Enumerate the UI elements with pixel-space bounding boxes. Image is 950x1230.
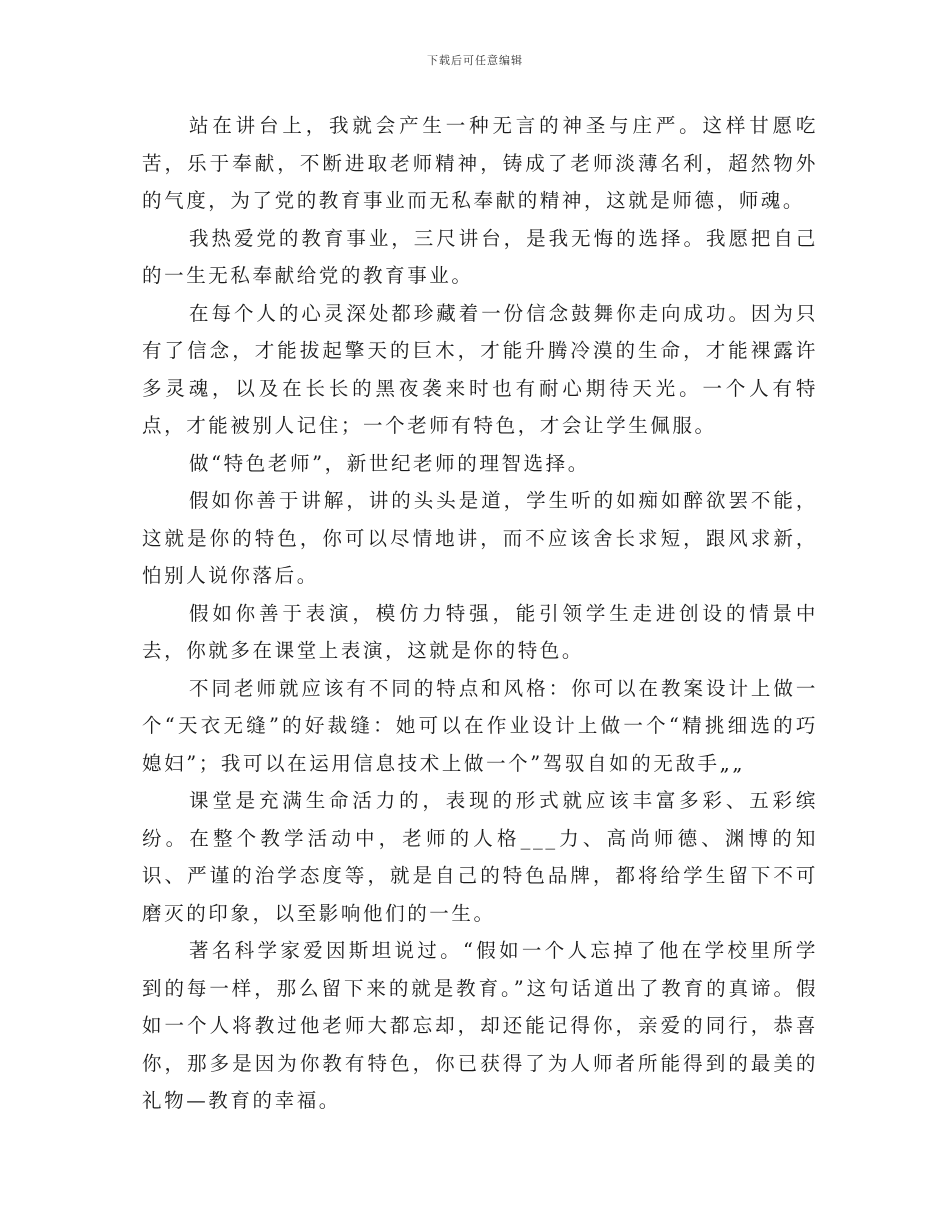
paragraph-good-at-acting: 假如你善于表演，模仿力特强，能引领学生走进创设的情景中去，你就多在课堂上表演，这就是你的特色。 <box>142 601 818 662</box>
paragraph-different-styles: 不同老师就应该有不同的特点和风格：你可以在教案设计上做一个“天衣无缝”的好裁缝：她可以在作业设计上做一个“精挑细选的巧媳妇”；我可以在运用信息技术上做一个”驾驭自如的无敌手„„ <box>142 676 818 775</box>
paragraph-featured-teacher: 做“特色老师”，新世纪老师的理智选择。 <box>189 451 590 475</box>
page-header-note: 下载后可任意编辑 <box>427 54 523 67</box>
paragraph-good-at-explaining: 假如你善于讲解，讲的头头是道，学生听的如痴如醉欲罢不能，这就是你的特色，你可以尽情地讲，而不应该舍长求短，跟风求新，怕别人说你落后。 <box>142 489 818 587</box>
paragraph-teacher-ethics: 站在讲台上，我就会产生一种无言的神圣与庄严。这样甘愿吃苦，乐于奉献，不断进取老师精神，铸成了老师淡薄名利，超然物外的气度，为了党的教育事业而无私奉献的精神，这就是师德，师魂。 <box>142 114 818 212</box>
paragraph-classroom-vitality: 课堂是充满生命活力的，表现的形式就应该丰富多彩、五彩缤纷。在整个教学活动中，老师的人格___力、高尚师德、渊博的知识、严谨的治学态度等，就是自己的特色品牌，都将给学生留下不可磨灭的印象，以至影响他们的一生。 <box>142 789 818 925</box>
paragraph-einstein-quote: 著名科学家爱因斯坦说过。“假如一个人忘掉了他在学校里所学到的每一样，那么留下来的就是教育。”这句话道出了教育的真谛。假如一个人将教过他老师大都忘却，却还能记得你，亲爱的同行，恭喜你，那多是因为你教有特色，你已获得了为人师者所能得到的最美的礼物—教育的幸福。 <box>142 939 818 1112</box>
document-body <box>142 107 818 1120</box>
paragraph-belief: 在每个人的心灵深处都珍藏着一份信念鼓舞你走向成功。因为只有了信念，才能拔起擎天的巨木，才能升腾冷漠的生命，才能裸露许多灵魂，以及在长长的黑夜袭来时也有耐心期待天光。一个人有特点，才能被别人记住；一个老师有特色，才会让学生佩服。 <box>142 301 818 437</box>
paragraph-love-education: 我热爱党的教育事业，三尺讲台，是我无悔的选择。我愿把自己的一生无私奉献给党的教育事业。 <box>142 226 818 287</box>
